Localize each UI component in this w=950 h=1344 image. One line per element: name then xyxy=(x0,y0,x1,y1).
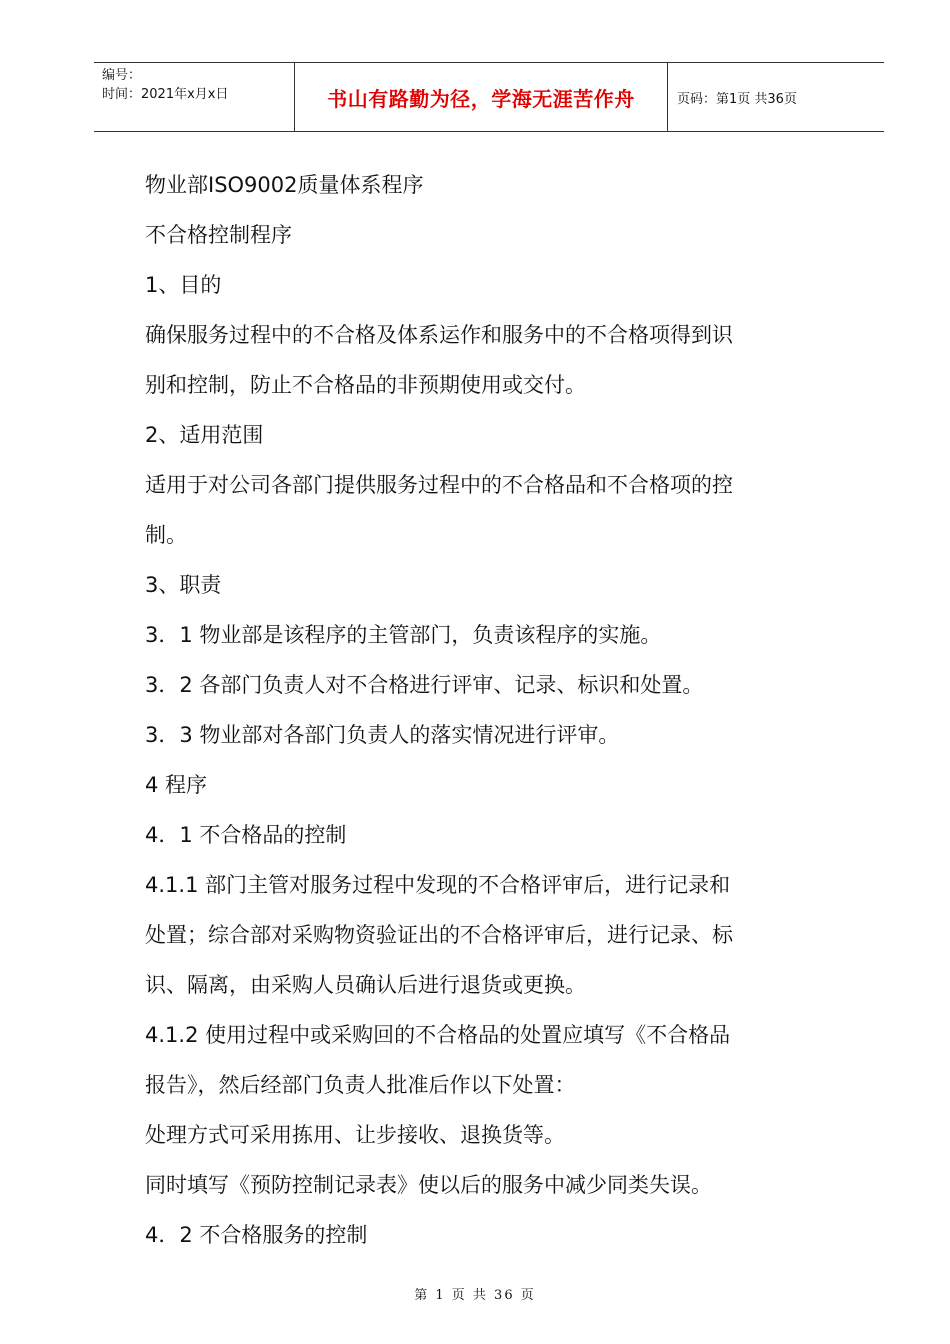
paragraph-line: 识、隔离，由采购人员确认后进行退货或更换。 xyxy=(145,973,586,997)
paragraph-line: 3．3 物业部对各部门负责人的落实情况进行评审。 xyxy=(145,723,620,747)
section-heading: 1、目的 xyxy=(145,273,222,297)
section-heading: 4 程序 xyxy=(145,773,208,797)
paragraph-line: 制。 xyxy=(145,523,187,547)
header-divider xyxy=(667,63,668,131)
paragraph-line: 同时填写《预防控制记录表》使以后的服务中减少同类失误。 xyxy=(145,1173,712,1197)
page-header xyxy=(94,62,884,132)
paragraph-line: 4.1.1 部门主管对服务过程中发现的不合格评审后，进行记录和 xyxy=(145,873,731,897)
doc-subtitle: 不合格控制程序 xyxy=(145,223,292,247)
section-heading: 3、职责 xyxy=(145,573,222,597)
paragraph-line: 确保服务过程中的不合格及体系运作和服务中的不合格项得到识 xyxy=(145,323,733,347)
subsection-heading: 4．2 不合格服务的控制 xyxy=(145,1223,368,1247)
paragraph-line: 3．2 各部门负责人对不合格进行评审、记录、标识和处置。 xyxy=(145,673,704,697)
paragraph-line: 报告》，然后经部门负责人批准后作以下处置： xyxy=(145,1073,576,1097)
doc-title: 物业部ISO9002质量体系程序 xyxy=(145,173,424,197)
paragraph-line: 3．1 物业部是该程序的主管部门，负责该程序的实施。 xyxy=(145,623,662,647)
paragraph-line: 别和控制，防止不合格品的非预期使用或交付。 xyxy=(145,373,586,397)
time-label: 时间：2021年x月x日 xyxy=(102,87,229,102)
document-body xyxy=(145,160,845,1260)
header-motto: 书山有路勤为径，学海无涯苦作舟 xyxy=(327,86,635,111)
paragraph-line: 处理方式可采用拣用、让步接收、退换货等。 xyxy=(145,1123,565,1147)
section-heading: 2、适用范围 xyxy=(145,423,264,447)
paragraph-line: 4.1.2 使用过程中或采购回的不合格品的处置应填写《不合格品 xyxy=(145,1023,731,1047)
page-footer: 第 1 页 共 36 页 xyxy=(414,1288,536,1303)
number-label: 编号： xyxy=(102,68,142,83)
header-meta xyxy=(102,66,228,104)
paragraph-line: 适用于对公司各部门提供服务过程中的不合格品和不合格项的控 xyxy=(145,473,733,497)
paragraph-line: 处置；综合部对采购物资验证出的不合格评审后，进行记录、标 xyxy=(145,923,733,947)
subsection-heading: 4．1 不合格品的控制 xyxy=(145,823,347,847)
page-info: 页码：第1页 共36页 xyxy=(677,91,797,107)
